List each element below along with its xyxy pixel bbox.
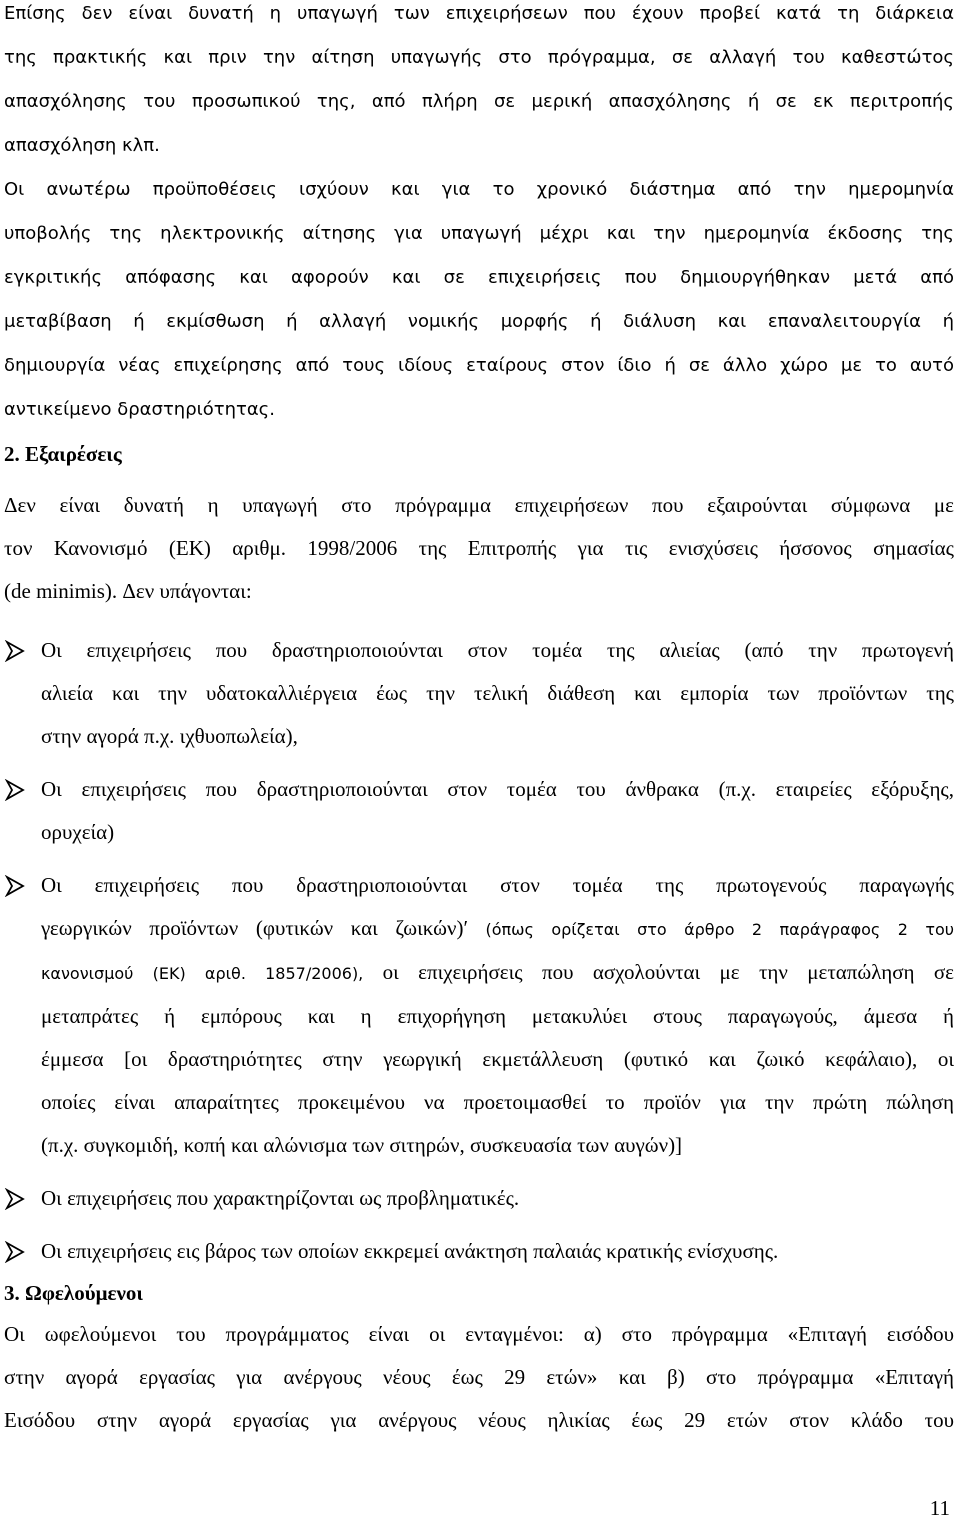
text-line: απασχόληση κλπ. (4, 135, 160, 156)
text-line: τον Κανονισμό (ΕΚ) αριθμ. 1998/2006 της Επιτροπής για τις ενισχύσεις ήσσονος σημασίας (4, 536, 954, 560)
text-line: έμμεσα [οι δραστηριότητες στην γεωργική εκμετάλλευση (φυτικό και ζωικό κεφάλαιο), οι (41, 1047, 954, 1071)
bullet-item-coal (4, 768, 954, 854)
paragraph-exclusions-intro (4, 484, 954, 613)
text-line: δημιουργία νέας επιχείρησης από τους ιδίους εταίρους στον ίδιο ή σε άλλο χώρο με το αυτό (4, 355, 954, 376)
section-heading-exclusions: 2. Εξαιρέσεις (4, 442, 122, 466)
arrow-bullet-icon (4, 1188, 26, 1210)
text-line: αλιεία και την υδατοκαλλιέργεια έως την τελική διάθεση και εμπορία των προϊόντων της (41, 681, 954, 705)
paragraph-employment-status (4, 0, 954, 168)
text-line: Οι επιχειρήσεις που χαρακτηρίζονται ως προβληματικές. (41, 1186, 520, 1210)
text-fragment: (όπως ορίζεται στο άρθρο 2 παράγραφος 2 του (468, 920, 954, 939)
bullet-item-problematic (4, 1177, 954, 1220)
text-fragment: οι επιχειρήσεις που ασχολούνται με την μεταπώληση σε (363, 960, 955, 984)
arrow-bullet-icon (4, 640, 26, 662)
bullet-item-agriculture (4, 864, 954, 1167)
text-line: Οι επιχειρήσεις που δραστηριοποιούνται στον τομέα της πρωτογενούς παραγωγής (41, 873, 954, 897)
bullet-item-state-aid-recovery (4, 1230, 954, 1273)
text-line: μεταβίβαση ή εκμίσθωση ή αλλαγή νομικής μορφής ή διάλυση και επαναλειτουργία ή (4, 311, 954, 332)
text-line: Οι επιχειρήσεις που δραστηριοποιούνται στον τομέα της αλιείας (από την πρωτογενή (41, 638, 954, 662)
text-line: Οι επιχειρήσεις που δραστηριοποιούνται στον τομέα του άνθρακα (π.χ. εταιρείες εξόρυξης, (41, 777, 954, 801)
arrow-bullet-icon (4, 875, 26, 897)
arrow-bullet-icon (4, 779, 26, 801)
text-line: στην αγορά π.χ. ιχθυοπωλεία), (41, 724, 298, 748)
text-fragment: γεωργικών προϊόντων (φυτικών και ζωικών)′ (41, 916, 469, 940)
text-line: οποίες είναι απαραίτητες προκειμένου να προετοιμασθεί το προϊόν για την πρώτη πώληση (41, 1090, 954, 1114)
bullet-item-fishing (4, 629, 954, 758)
text-line-mixed (41, 907, 954, 951)
text-line: Οι επιχειρήσεις εις βάρος των οποίων εκκρεμεί ανάκτηση παλαιάς κρατικής ενίσχυσης. (41, 1239, 779, 1263)
text-line: απασχόλησης του προσωπικού της, από πλήρη σε μερική απασχόλησης ή σε εκ περιτροπής (4, 91, 954, 112)
page-number: 11 (929, 1496, 950, 1520)
text-fragment: κανονισμού (ΕΚ) αριθ. 1857/2006), (41, 964, 364, 983)
paragraph-beneficiaries (4, 1313, 954, 1442)
text-line: Οι ωφελούμενοι του προγράμματος είναι οι ενταγμένοι: α) στο πρόγραμμα «Επιταγή εισόδου (4, 1322, 954, 1346)
document-page (4, 0, 954, 1442)
text-line: Οι ανωτέρω προϋποθέσεις ισχύουν και για το χρονικό διάστημα από την ημερομηνία (4, 179, 954, 200)
text-line: εγκριτικής απόφασης και αφορούν και σε επιχειρήσεις που δημιουργήθηκαν μετά από (4, 267, 954, 288)
text-line: μεταπράτες ή εμπόρους και η επιχορήγηση μετακυλύει στους παραγωγούς, άμεσα ή (41, 1004, 954, 1028)
text-line: (de minimis). Δεν υπάγονται: (4, 579, 252, 603)
arrow-bullet-icon (4, 1241, 26, 1263)
text-line: ορυχεία) (41, 820, 115, 844)
text-line: Επίσης δεν είναι δυνατή η υπαγωγή των επιχειρήσεων που έχουν προβεί κατά τη διάρκεια (4, 3, 954, 24)
text-line-mixed (41, 951, 954, 995)
text-line: στην αγορά εργασίας για ανέργους νέους έως 29 ετών» και β) στο πρόγραμμα «Επιταγή (4, 1365, 954, 1389)
text-line: Εισόδου στην αγορά εργασίας για ανέργους νέους ηλικίας έως 29 ετών στον κλάδο του (4, 1408, 954, 1432)
text-line: υποβολής της ηλεκτρονικής αίτησης για υπαγωγή μέχρι και την ημερομηνία έκδοσης της (4, 223, 954, 244)
text-line: (π.χ. συγκομιδή, κοπή και αλώνισμα των σιτηρών, συσκευασία των αυγών)] (41, 1133, 683, 1157)
section-heading-beneficiaries: 3. Ωφελούμενοι (4, 1281, 143, 1305)
text-line: αντικείμενο δραστηριότητας. (4, 399, 275, 420)
paragraph-conditions (4, 168, 954, 432)
text-line: Δεν είναι δυνατή η υπαγωγή στο πρόγραμμα επιχειρήσεων που εξαιρούνται σύμφωνα με (4, 493, 954, 517)
text-line: της πρακτικής και πριν την αίτηση υπαγωγής στο πρόγραμμα, σε αλλαγή του καθεστώτος (4, 47, 954, 68)
